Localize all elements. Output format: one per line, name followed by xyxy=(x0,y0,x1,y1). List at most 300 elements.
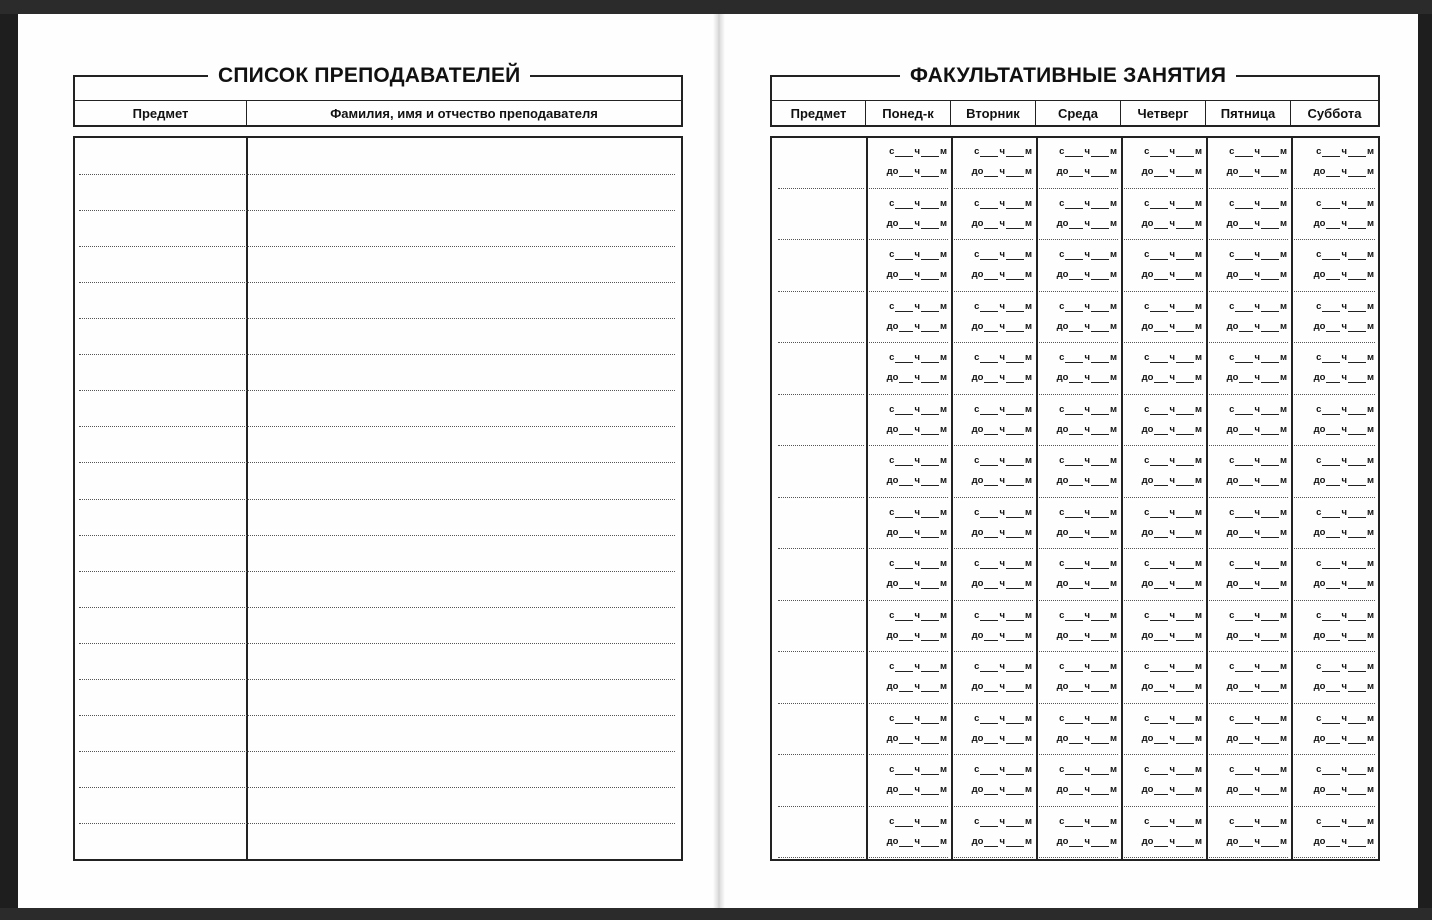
minutes-unit: м xyxy=(1279,558,1287,569)
cell-line xyxy=(1124,806,1203,807)
column-header: Фамилия, имя и отчество преподавателя xyxy=(330,106,598,121)
minutes-blank xyxy=(1176,619,1194,621)
hours-blank xyxy=(1322,825,1340,827)
slot-prefix: с xyxy=(1316,712,1322,724)
hours-blank xyxy=(1154,175,1168,177)
cell-line xyxy=(869,651,948,652)
hours-blank xyxy=(1154,433,1168,435)
time-slot xyxy=(1125,558,1202,569)
slot-prefix: до xyxy=(1226,835,1239,847)
minutes-blank xyxy=(1006,722,1024,724)
hours-blank xyxy=(1235,258,1253,260)
minutes-unit: м xyxy=(1279,403,1287,415)
hours-blank xyxy=(1065,310,1083,312)
minutes-unit: м xyxy=(1194,609,1202,621)
minutes-unit: м xyxy=(939,784,947,795)
time-slot xyxy=(1125,301,1202,312)
hours-unit: ч xyxy=(999,423,1005,435)
cell-line xyxy=(1294,445,1375,446)
hours-blank xyxy=(1235,310,1253,312)
minutes-blank xyxy=(1006,381,1024,383)
time-slot xyxy=(1210,764,1287,775)
minutes-unit: м xyxy=(1366,352,1374,363)
hours-unit: ч xyxy=(1254,578,1260,589)
minutes-unit: м xyxy=(1366,372,1374,383)
hours-blank xyxy=(980,516,998,518)
minutes-unit: м xyxy=(1194,526,1202,538)
hours-unit: ч xyxy=(1341,681,1347,692)
hours-unit: ч xyxy=(914,661,920,672)
time-slot xyxy=(1040,269,1117,280)
slot-prefix: до xyxy=(1056,578,1069,589)
hours-unit: ч xyxy=(1084,455,1090,466)
minutes-blank xyxy=(1091,381,1109,383)
time-slot xyxy=(870,764,947,775)
minutes-unit: м xyxy=(1279,506,1287,518)
hours-blank xyxy=(1150,670,1168,672)
hours-unit: ч xyxy=(1169,764,1175,775)
slot-prefix: до xyxy=(1226,732,1239,744)
minutes-blank xyxy=(1348,516,1366,518)
minutes-unit: м xyxy=(1109,629,1117,641)
slot-prefix: до xyxy=(1226,166,1239,177)
minutes-unit: м xyxy=(1279,815,1287,827)
slot-prefix: с xyxy=(974,249,980,260)
hours-blank xyxy=(1065,516,1083,518)
slot-prefix: до xyxy=(1226,578,1239,589)
minutes-unit: м xyxy=(939,403,947,415)
time-slot xyxy=(955,218,1032,229)
hours-blank xyxy=(899,484,913,486)
hours-blank xyxy=(1239,381,1253,383)
minutes-blank xyxy=(1091,464,1109,466)
column-divider xyxy=(1291,138,1293,859)
time-slot xyxy=(955,630,1032,641)
minutes-unit: м xyxy=(1194,475,1202,486)
time-slot xyxy=(1125,218,1202,229)
slot-prefix: с xyxy=(889,403,895,415)
minutes-unit: м xyxy=(1366,712,1374,724)
hours-blank xyxy=(1069,845,1083,847)
hours-unit: ч xyxy=(914,835,920,847)
hours-unit: ч xyxy=(1084,403,1090,415)
hours-blank xyxy=(1239,690,1253,692)
time-slot xyxy=(1125,681,1202,692)
time-slot xyxy=(1295,630,1374,641)
subject-line xyxy=(778,600,864,601)
time-slot xyxy=(1295,475,1374,486)
time-slot xyxy=(1210,218,1287,229)
cell-line xyxy=(954,651,1033,652)
minutes-blank xyxy=(1176,825,1194,827)
slot-prefix: с xyxy=(1059,764,1065,775)
minutes-blank xyxy=(1091,793,1109,795)
minutes-unit: м xyxy=(1279,526,1287,538)
hours-blank xyxy=(1069,433,1083,435)
hours-blank xyxy=(980,310,998,312)
minutes-unit: м xyxy=(1109,661,1117,672)
slot-prefix: до xyxy=(971,269,984,280)
slot-prefix: с xyxy=(1144,661,1150,672)
minutes-unit: м xyxy=(939,372,947,383)
time-slot xyxy=(1125,816,1202,827)
row-line xyxy=(79,282,675,283)
minutes-blank xyxy=(1176,227,1194,229)
hours-unit: ч xyxy=(999,764,1005,775)
time-slot xyxy=(1210,166,1287,177)
minutes-blank xyxy=(921,516,939,518)
hours-blank xyxy=(1322,464,1340,466)
hours-blank xyxy=(1154,742,1168,744)
slot-prefix: с xyxy=(1229,558,1235,569)
minutes-unit: м xyxy=(1366,815,1374,827)
slot-prefix: с xyxy=(1059,455,1065,466)
cell-line xyxy=(1124,394,1203,395)
time-slot xyxy=(1125,507,1202,518)
hours-blank xyxy=(984,587,998,589)
minutes-unit: м xyxy=(1279,681,1287,692)
slot-prefix: до xyxy=(1056,784,1069,795)
minutes-blank xyxy=(921,155,939,157)
cell-line xyxy=(869,239,948,240)
time-slot xyxy=(1295,816,1374,827)
hours-unit: ч xyxy=(914,146,920,157)
slot-prefix: до xyxy=(1141,475,1154,486)
time-slot xyxy=(870,507,947,518)
hours-unit: ч xyxy=(1084,352,1090,363)
hours-blank xyxy=(1326,175,1340,177)
slot-prefix: с xyxy=(1229,815,1235,827)
slot-prefix: до xyxy=(1056,166,1069,177)
minutes-blank xyxy=(1006,670,1024,672)
hours-unit: ч xyxy=(1084,506,1090,518)
hours-unit: ч xyxy=(1254,764,1260,775)
time-slot xyxy=(1210,321,1287,332)
hours-blank xyxy=(1069,793,1083,795)
hours-unit: ч xyxy=(1169,403,1175,415)
slot-prefix: с xyxy=(889,764,895,775)
minutes-blank xyxy=(1348,175,1366,177)
cell-line xyxy=(1039,291,1118,292)
hours-unit: ч xyxy=(1169,815,1175,827)
time-slot xyxy=(870,681,947,692)
minutes-unit: м xyxy=(1366,475,1374,486)
slot-prefix: до xyxy=(1056,629,1069,641)
hours-unit: ч xyxy=(1254,475,1260,486)
minutes-blank xyxy=(1176,567,1194,569)
cell-line xyxy=(869,497,948,498)
minutes-unit: м xyxy=(1024,681,1032,692)
hours-unit: ч xyxy=(1341,526,1347,538)
minutes-unit: м xyxy=(1279,372,1287,383)
hours-blank xyxy=(899,536,913,538)
cell-line xyxy=(1209,188,1288,189)
slot-prefix: с xyxy=(1316,146,1322,157)
book-spine xyxy=(713,14,725,908)
minutes-blank xyxy=(1176,330,1194,332)
minutes-blank xyxy=(921,413,939,415)
minutes-blank xyxy=(1006,793,1024,795)
slot-prefix: с xyxy=(1229,506,1235,518)
minutes-blank xyxy=(1006,619,1024,621)
time-slot xyxy=(1295,301,1374,312)
hours-unit: ч xyxy=(914,506,920,518)
subject-line xyxy=(778,754,864,755)
hours-blank xyxy=(1065,722,1083,724)
slot-prefix: с xyxy=(1316,506,1322,518)
hours-blank xyxy=(1065,619,1083,621)
minutes-blank xyxy=(1261,619,1279,621)
cell-line xyxy=(1209,239,1288,240)
time-slot xyxy=(870,321,947,332)
minutes-unit: м xyxy=(939,197,947,209)
time-slot xyxy=(870,146,947,157)
minutes-unit: м xyxy=(939,764,947,775)
minutes-blank xyxy=(1348,207,1366,209)
time-slot xyxy=(1295,321,1374,332)
hours-unit: ч xyxy=(999,784,1005,795)
minutes-unit: м xyxy=(1194,732,1202,744)
hours-unit: ч xyxy=(914,197,920,209)
hours-blank xyxy=(1322,670,1340,672)
time-slot xyxy=(1040,527,1117,538)
minutes-blank xyxy=(921,484,939,486)
time-slot xyxy=(955,166,1032,177)
hours-unit: ч xyxy=(1254,784,1260,795)
cell-line xyxy=(954,291,1033,292)
hours-blank xyxy=(1150,464,1168,466)
time-slot xyxy=(1295,713,1374,724)
minutes-unit: м xyxy=(1366,558,1374,569)
hours-unit: ч xyxy=(1341,475,1347,486)
slot-prefix: до xyxy=(1226,320,1239,332)
hours-blank xyxy=(984,845,998,847)
slot-prefix: с xyxy=(889,197,895,209)
slot-prefix: до xyxy=(1141,784,1154,795)
hours-blank xyxy=(1069,536,1083,538)
minutes-unit: м xyxy=(1109,352,1117,363)
column-header: Суббота xyxy=(1307,106,1362,121)
row-line xyxy=(79,246,675,247)
minutes-unit: м xyxy=(1194,197,1202,209)
hours-blank xyxy=(1069,381,1083,383)
slot-prefix: до xyxy=(971,166,984,177)
cell-line xyxy=(1294,497,1375,498)
time-slot xyxy=(1040,578,1117,589)
cell-line xyxy=(1294,806,1375,807)
minutes-unit: м xyxy=(1024,455,1032,466)
slot-prefix: с xyxy=(1144,300,1150,312)
slot-prefix: до xyxy=(1056,475,1069,486)
minutes-blank xyxy=(1348,330,1366,332)
hours-blank xyxy=(1239,433,1253,435)
time-slot xyxy=(1210,301,1287,312)
slot-prefix: до xyxy=(886,166,899,177)
hours-unit: ч xyxy=(999,629,1005,641)
hours-unit: ч xyxy=(999,249,1005,260)
hours-unit: ч xyxy=(999,506,1005,518)
slot-prefix: до xyxy=(1141,320,1154,332)
minutes-blank xyxy=(1348,381,1366,383)
minutes-blank xyxy=(1261,175,1279,177)
hours-unit: ч xyxy=(1169,320,1175,332)
minutes-blank xyxy=(1091,742,1109,744)
minutes-unit: м xyxy=(1366,629,1374,641)
hours-unit: ч xyxy=(1169,269,1175,280)
slot-prefix: с xyxy=(1144,609,1150,621)
slot-prefix: до xyxy=(1141,217,1154,229)
hours-unit: ч xyxy=(914,764,920,775)
row-line xyxy=(79,174,675,175)
minutes-blank xyxy=(1091,310,1109,312)
time-slot xyxy=(955,784,1032,795)
cell-line xyxy=(1039,188,1118,189)
minutes-unit: м xyxy=(1109,249,1117,260)
minutes-blank xyxy=(1006,567,1024,569)
minutes-blank xyxy=(1261,690,1279,692)
hours-unit: ч xyxy=(1341,558,1347,569)
hours-unit: ч xyxy=(914,784,920,795)
slot-prefix: с xyxy=(974,661,980,672)
minutes-blank xyxy=(1176,207,1194,209)
time-slot xyxy=(1210,733,1287,744)
minutes-blank xyxy=(1348,258,1366,260)
hours-unit: ч xyxy=(1084,249,1090,260)
minutes-unit: м xyxy=(939,249,947,260)
slot-prefix: с xyxy=(889,506,895,518)
minutes-unit: м xyxy=(1194,403,1202,415)
hours-unit: ч xyxy=(1254,423,1260,435)
minutes-blank xyxy=(1348,690,1366,692)
hours-blank xyxy=(1154,381,1168,383)
cell-line xyxy=(1294,703,1375,704)
minutes-blank xyxy=(921,536,939,538)
hours-unit: ч xyxy=(1254,320,1260,332)
slot-prefix: до xyxy=(1056,423,1069,435)
slot-prefix: с xyxy=(889,609,895,621)
time-slot xyxy=(955,507,1032,518)
minutes-blank xyxy=(1261,155,1279,157)
cell-line xyxy=(1209,703,1288,704)
minutes-unit: м xyxy=(1024,269,1032,280)
hours-unit: ч xyxy=(1254,558,1260,569)
slot-prefix: с xyxy=(1144,352,1150,363)
row-line xyxy=(79,535,675,536)
minutes-unit: м xyxy=(1194,372,1202,383)
time-slot xyxy=(955,321,1032,332)
slot-prefix: до xyxy=(971,475,984,486)
hours-blank xyxy=(1239,330,1253,332)
time-slot xyxy=(955,764,1032,775)
hours-unit: ч xyxy=(1254,269,1260,280)
hours-unit: ч xyxy=(914,166,920,177)
minutes-blank xyxy=(1176,258,1194,260)
time-slot xyxy=(955,610,1032,621)
time-slot xyxy=(870,578,947,589)
hours-blank xyxy=(1322,413,1340,415)
hours-blank xyxy=(1239,278,1253,280)
time-slot xyxy=(870,198,947,209)
hours-unit: ч xyxy=(1084,423,1090,435)
hours-unit: ч xyxy=(999,269,1005,280)
subject-line xyxy=(778,342,864,343)
minutes-blank xyxy=(1006,207,1024,209)
cell-line xyxy=(1124,651,1203,652)
minutes-blank xyxy=(1006,773,1024,775)
time-slot xyxy=(1295,578,1374,589)
hours-blank xyxy=(1150,567,1168,569)
minutes-blank xyxy=(1348,413,1366,415)
row-line xyxy=(79,462,675,463)
time-slot xyxy=(1125,784,1202,795)
hours-blank xyxy=(1235,207,1253,209)
time-slot xyxy=(1295,424,1374,435)
minutes-unit: м xyxy=(1024,609,1032,621)
time-slot xyxy=(1125,352,1202,363)
time-slot xyxy=(955,713,1032,724)
minutes-unit: м xyxy=(1194,815,1202,827)
hours-unit: ч xyxy=(1084,578,1090,589)
hours-blank xyxy=(1069,742,1083,744)
hours-blank xyxy=(1326,639,1340,641)
hours-blank xyxy=(984,690,998,692)
hours-blank xyxy=(899,742,913,744)
slot-prefix: с xyxy=(1316,764,1322,775)
hours-unit: ч xyxy=(1254,352,1260,363)
minutes-blank xyxy=(1261,361,1279,363)
hours-unit: ч xyxy=(1169,300,1175,312)
cell-line xyxy=(1039,548,1118,549)
minutes-unit: м xyxy=(1194,712,1202,724)
hours-blank xyxy=(1065,464,1083,466)
hours-unit: ч xyxy=(999,372,1005,383)
hours-unit: ч xyxy=(1254,249,1260,260)
slot-prefix: с xyxy=(1229,403,1235,415)
minutes-unit: м xyxy=(1366,578,1374,589)
time-slot xyxy=(1125,713,1202,724)
minutes-unit: м xyxy=(939,166,947,177)
time-slot xyxy=(1040,836,1117,847)
hours-blank xyxy=(1065,155,1083,157)
slot-prefix: до xyxy=(886,578,899,589)
minutes-unit: м xyxy=(1366,661,1374,672)
slot-prefix: до xyxy=(1226,526,1239,538)
hours-blank xyxy=(984,639,998,641)
slot-prefix: до xyxy=(1056,732,1069,744)
hours-unit: ч xyxy=(1254,681,1260,692)
minutes-blank xyxy=(921,278,939,280)
time-slot xyxy=(1125,578,1202,589)
hours-blank xyxy=(980,155,998,157)
slot-prefix: до xyxy=(886,269,899,280)
slot-prefix: с xyxy=(889,146,895,157)
subject-line xyxy=(778,291,864,292)
row-line xyxy=(79,787,675,788)
time-slot xyxy=(955,527,1032,538)
hours-unit: ч xyxy=(1084,217,1090,229)
hours-blank xyxy=(980,670,998,672)
time-slot xyxy=(955,424,1032,435)
column-divider xyxy=(866,138,868,859)
slot-prefix: с xyxy=(1059,300,1065,312)
minutes-blank xyxy=(1091,619,1109,621)
hours-blank xyxy=(1150,516,1168,518)
cell-line xyxy=(1209,445,1288,446)
slot-prefix: до xyxy=(971,578,984,589)
cell-line xyxy=(869,291,948,292)
hours-blank xyxy=(1065,413,1083,415)
time-slot xyxy=(1040,372,1117,383)
